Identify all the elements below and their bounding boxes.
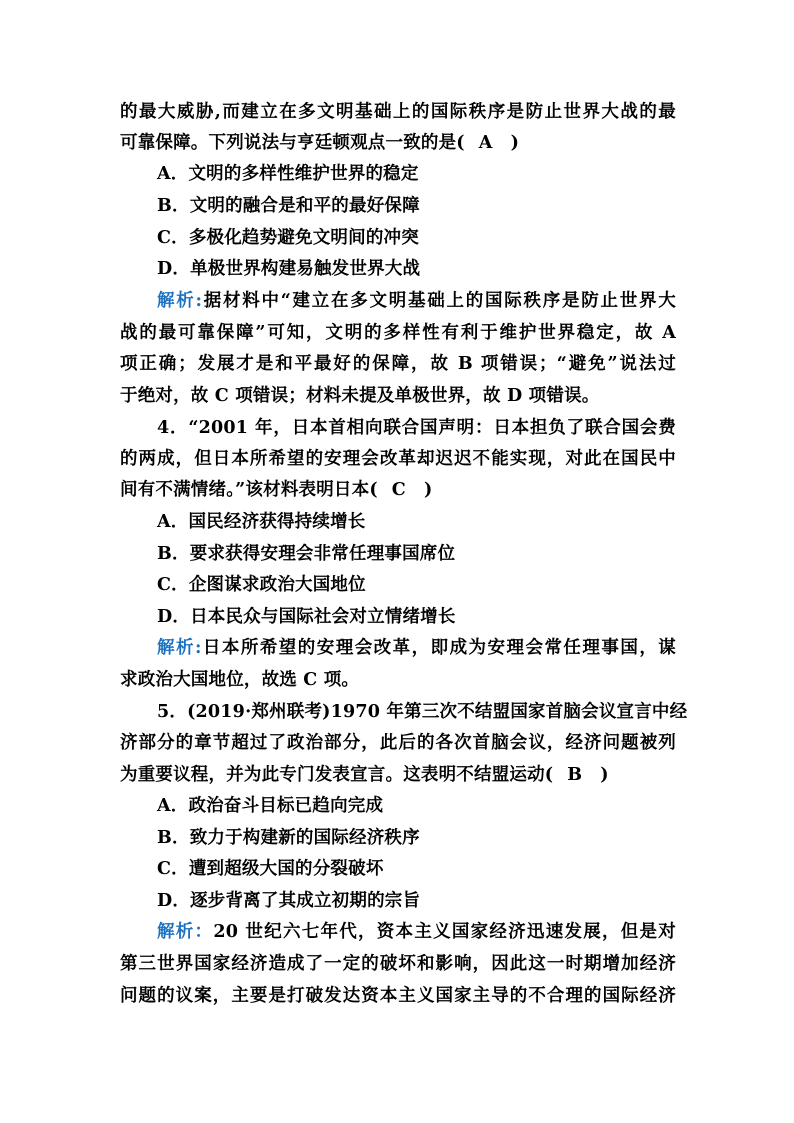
q5-stem-line-3 xyxy=(120,759,609,791)
q5-option-d: D．逐步背离了其成立初期的宗旨 xyxy=(157,891,421,911)
q4-stem-close: ) xyxy=(423,480,433,500)
q5-stem-line-2: 济部分的章节超过了政治部分，此后的各次首脑会议，经济问题被列 xyxy=(120,733,676,753)
q3-answer: A xyxy=(478,133,493,153)
q4-stem-line-3 xyxy=(120,474,432,506)
q4-option-a: A．国民经济获得持续增长 xyxy=(157,512,366,532)
q5-analysis-text: 20 世纪六七年代，资本主义国家经济迅速发展，但是对 xyxy=(213,922,676,942)
q4-analysis-line-1 xyxy=(157,632,676,664)
q5-analysis-line-3: 问题的议案，主要是打破发达资本主义国家主导的不合理的国际经济 xyxy=(120,986,676,1006)
q3-analysis-line-3: 项正确；发展才是和平最好的保障，故 B 项错误；“避免”说法过 xyxy=(120,354,676,374)
q5-option-a: A．政治奋斗目标已趋向完成 xyxy=(157,796,384,816)
q5-analysis-line-1 xyxy=(157,916,676,948)
q5-answer: B xyxy=(567,765,583,785)
q3-option-c: C．多极化趋势避免文明间的冲突 xyxy=(157,228,419,248)
q3-stem-line-1: 的最大威胁,而建立在多文明基础上的国际秩序是防止世界大战的最 xyxy=(120,102,676,122)
q5-option-c: C．遭到超级大国的分裂破坏 xyxy=(157,859,384,879)
q4-stem-line-1: 4．“2001 年，日本首相向联合国声明：日本担负了联合国会费 xyxy=(157,418,676,438)
q5-analysis-line-2: 第三世界国家经济造成了一定的破坏和影响，因此这一时期增加经济 xyxy=(120,954,676,974)
q5-stem-close: ) xyxy=(600,765,609,785)
q4-answer: C xyxy=(391,480,406,500)
q4-stem-line-2: 的两成，但日本所希望的安理会改革却迟迟不能实现，对此在国民中 xyxy=(120,449,676,469)
q4-analysis-label: 解析: xyxy=(157,638,202,658)
q5-stem-text: 为重要议程，并为此专门发表宣言。这表明不结盟运动( xyxy=(120,765,554,785)
q3-option-d: D．单极世界构建易触发世界大战 xyxy=(157,259,421,279)
q3-stem-line-2 xyxy=(120,127,519,159)
q3-option-a: A．文明的多样性维护世界的稳定 xyxy=(157,164,419,184)
q4-option-c: C．企图谋求政治大国地位 xyxy=(157,575,366,595)
q3-analysis-line-2: 战的最可靠保障”可知，文明的多样性有利于维护世界稳定，故 A xyxy=(120,323,676,343)
q4-option-d: D．日本民众与国际社会对立情绪增长 xyxy=(157,607,456,627)
q3-analysis-text: 据材料中“建立在多文明基础上的国际秩序是防止世界大 xyxy=(202,291,676,311)
q4-option-b: B．要求获得安理会非常任理事国席位 xyxy=(157,544,456,564)
q4-analysis-text: 日本所希望的安理会改革，即成为安理会常任理事国，谋 xyxy=(201,638,677,658)
q3-analysis-line-1 xyxy=(157,285,676,317)
q5-analysis-label: 解析： xyxy=(157,922,214,942)
q5-option-b: B．致力于构建新的国际经济秩序 xyxy=(157,828,420,848)
q4-stem-text: 间有不满情绪。”该材料表明日本( xyxy=(120,480,378,500)
q3-option-b: B．文明的融合是和平的最好保障 xyxy=(157,196,420,216)
q5-stem-line-1: 5．(2019·郑州联考)1970 年第三次不结盟国家首脑会议宣言中经 xyxy=(157,702,688,722)
q4-analysis-line-2: 求政治大国地位，故选 C 项。 xyxy=(120,670,360,690)
q3-analysis-label: 解析: xyxy=(157,291,203,311)
q3-stem-close: ) xyxy=(510,133,520,153)
q3-stem-text: 可靠保障。下列说法与亨廷顿观点一致的是( xyxy=(120,133,465,153)
q3-analysis-line-4: 于绝对，故 C 项错误；材料未提及单极世界，故 D 项错误。 xyxy=(120,386,600,406)
